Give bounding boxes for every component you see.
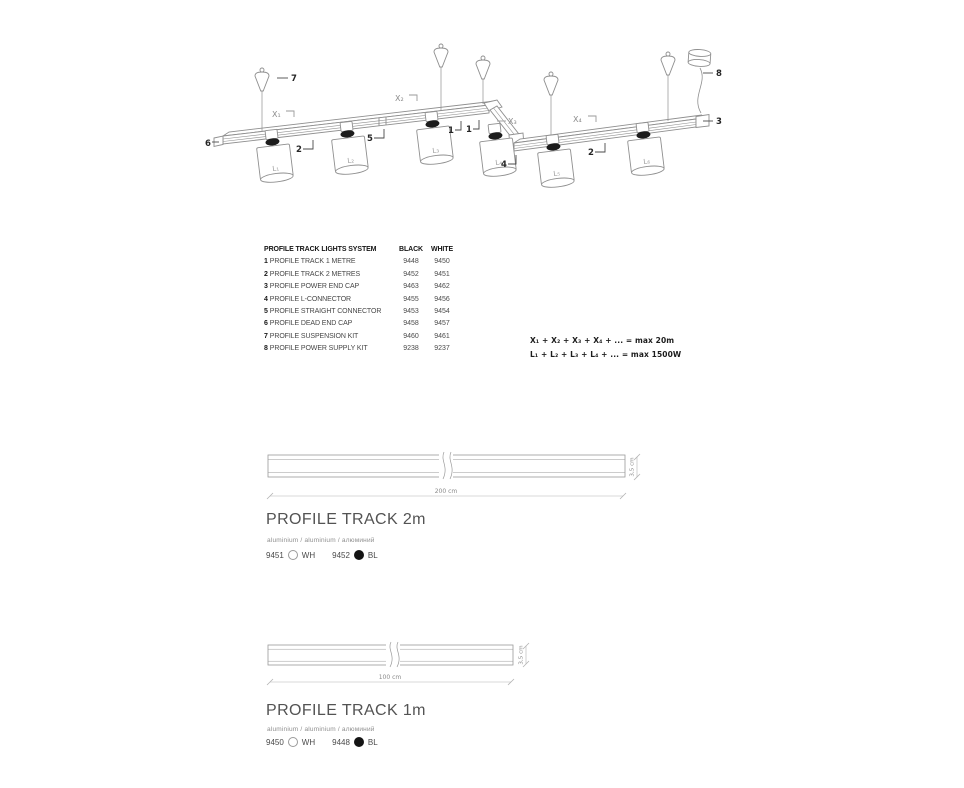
row-num: 1 <box>264 258 268 266</box>
white-variant-icon <box>288 550 298 560</box>
row-code-black: 9238 <box>403 345 419 353</box>
length-dimension-label: 200 cm <box>434 488 458 495</box>
length-dimension-label: 100 cm <box>378 674 402 681</box>
suspension-cone-3 <box>476 56 490 104</box>
suspension-cone-1 <box>255 68 269 131</box>
product-code: 9452 <box>332 550 350 560</box>
product-codes-2m <box>266 550 378 560</box>
row-name: PROFILE TRACK 2 METRES <box>269 270 361 278</box>
label-x4: X₄ <box>573 115 582 124</box>
row-num: 8 <box>264 345 268 353</box>
lamp-label: L₅ <box>552 169 561 179</box>
black-variant-icon <box>354 737 364 747</box>
product-materials-1m: aluminium / aluminium / алюминий <box>267 726 375 733</box>
label-x1: X₁ <box>272 110 281 119</box>
label-x3: X₃ <box>508 117 517 126</box>
table-row <box>264 294 460 306</box>
lamp-label: L₂ <box>346 156 355 166</box>
row-name: PROFILE POWER END CAP <box>269 283 360 291</box>
row-name: PROFILE SUSPENSION KIT <box>269 332 359 340</box>
callout-1-right: 1 <box>466 125 472 135</box>
max-power-formula: L₁ + L₂ + L₃ + L₄ + ... = max 1500W <box>530 349 682 359</box>
table-row <box>264 331 460 343</box>
track-segment-right <box>514 115 709 152</box>
callout-5: 5 <box>367 134 373 144</box>
suspension-cone-4 <box>544 72 558 136</box>
row-code-white: 9456 <box>434 295 450 303</box>
row-num: 4 <box>264 295 268 303</box>
column-header-black: BLACK <box>399 246 423 253</box>
row-code-black: 9452 <box>403 270 419 278</box>
table-row <box>264 318 460 330</box>
table-title: PROFILE TRACK LIGHTS SYSTEM <box>264 246 377 253</box>
height-dimension-label: 3,5 cm <box>518 645 525 665</box>
column-header-white: WHITE <box>430 246 454 253</box>
lamp-label: L₆ <box>642 157 651 167</box>
row-code-white: 9451 <box>434 270 450 278</box>
power-supply-unit <box>688 49 711 113</box>
row-code-white: 9237 <box>434 345 450 353</box>
row-num: 7 <box>264 332 268 340</box>
suspension-cone-2 <box>434 44 448 111</box>
product-materials-2m: aluminium / aluminium / алюминий <box>267 537 375 544</box>
row-num: 5 <box>264 307 268 315</box>
callout-1-left: 1 <box>448 126 454 136</box>
table-row <box>264 269 460 281</box>
row-code-white: 9461 <box>434 332 450 340</box>
variant-label: WH <box>301 737 316 747</box>
parts-table <box>264 244 460 356</box>
callout-7: 7 <box>291 74 297 84</box>
track-2m-drawing <box>267 452 640 499</box>
table-row <box>264 343 460 355</box>
variant-label: BL <box>367 550 378 560</box>
product-codes-1m <box>266 737 378 747</box>
row-name: PROFILE TRACK 1 METRE <box>269 258 356 266</box>
row-code-white: 9457 <box>434 320 450 328</box>
table-row <box>264 256 460 268</box>
row-name: PROFILE POWER SUPPLY KIT <box>269 345 368 353</box>
variant-label: WH <box>301 550 316 560</box>
callout-2-right: 2 <box>588 148 594 158</box>
row-name: PROFILE L-CONNECTOR <box>269 295 352 303</box>
parts-table-header <box>264 244 460 256</box>
product-title-1m: PROFILE TRACK 1m <box>266 702 426 719</box>
row-name: PROFILE DEAD END CAP <box>269 320 353 328</box>
product-title-2m: PROFILE TRACK 2m <box>266 511 426 528</box>
row-num: 2 <box>264 270 268 278</box>
lamp-label: L₄ <box>494 158 503 168</box>
row-code-black: 9460 <box>403 332 419 340</box>
row-code-black: 9458 <box>403 320 419 328</box>
row-code-black: 9453 <box>403 307 419 315</box>
row-num: 3 <box>264 283 268 291</box>
system-diagram <box>205 44 722 189</box>
height-dimension-label: 3,5 cm <box>629 457 636 477</box>
row-num: 6 <box>264 320 268 328</box>
suspension-cone-5 <box>661 52 675 121</box>
black-variant-icon <box>354 550 364 560</box>
table-row <box>264 306 460 318</box>
variant-label: BL <box>367 737 378 747</box>
white-variant-icon <box>288 737 298 747</box>
table-row <box>264 281 460 293</box>
lamp-label: L₁ <box>271 164 280 174</box>
row-code-black: 9455 <box>403 295 419 303</box>
row-name: PROFILE STRAIGHT CONNECTOR <box>269 307 382 315</box>
row-code-white: 9454 <box>434 307 450 315</box>
spec-formulas <box>530 334 681 361</box>
row-code-black: 9463 <box>403 283 419 291</box>
dead-end-cap <box>214 136 223 147</box>
product-code: 9448 <box>332 737 350 747</box>
callout-4: 4 <box>501 160 507 170</box>
callout-3: 3 <box>716 117 722 127</box>
lamp-label: L₃ <box>431 146 440 156</box>
product-code: 9450 <box>266 737 284 747</box>
product-code: 9451 <box>266 550 284 560</box>
callout-8: 8 <box>716 69 722 79</box>
row-code-white: 9462 <box>434 283 450 291</box>
max-length-formula: X₁ + X₂ + X₃ + X₄ + ... = max 20m <box>530 336 675 345</box>
callout-6: 6 <box>205 139 211 149</box>
row-code-white: 9450 <box>434 258 450 266</box>
callout-2-left: 2 <box>296 145 302 155</box>
row-code-black: 9448 <box>403 258 419 266</box>
track-1m-drawing <box>267 642 529 685</box>
label-x2: X₂ <box>395 94 404 103</box>
